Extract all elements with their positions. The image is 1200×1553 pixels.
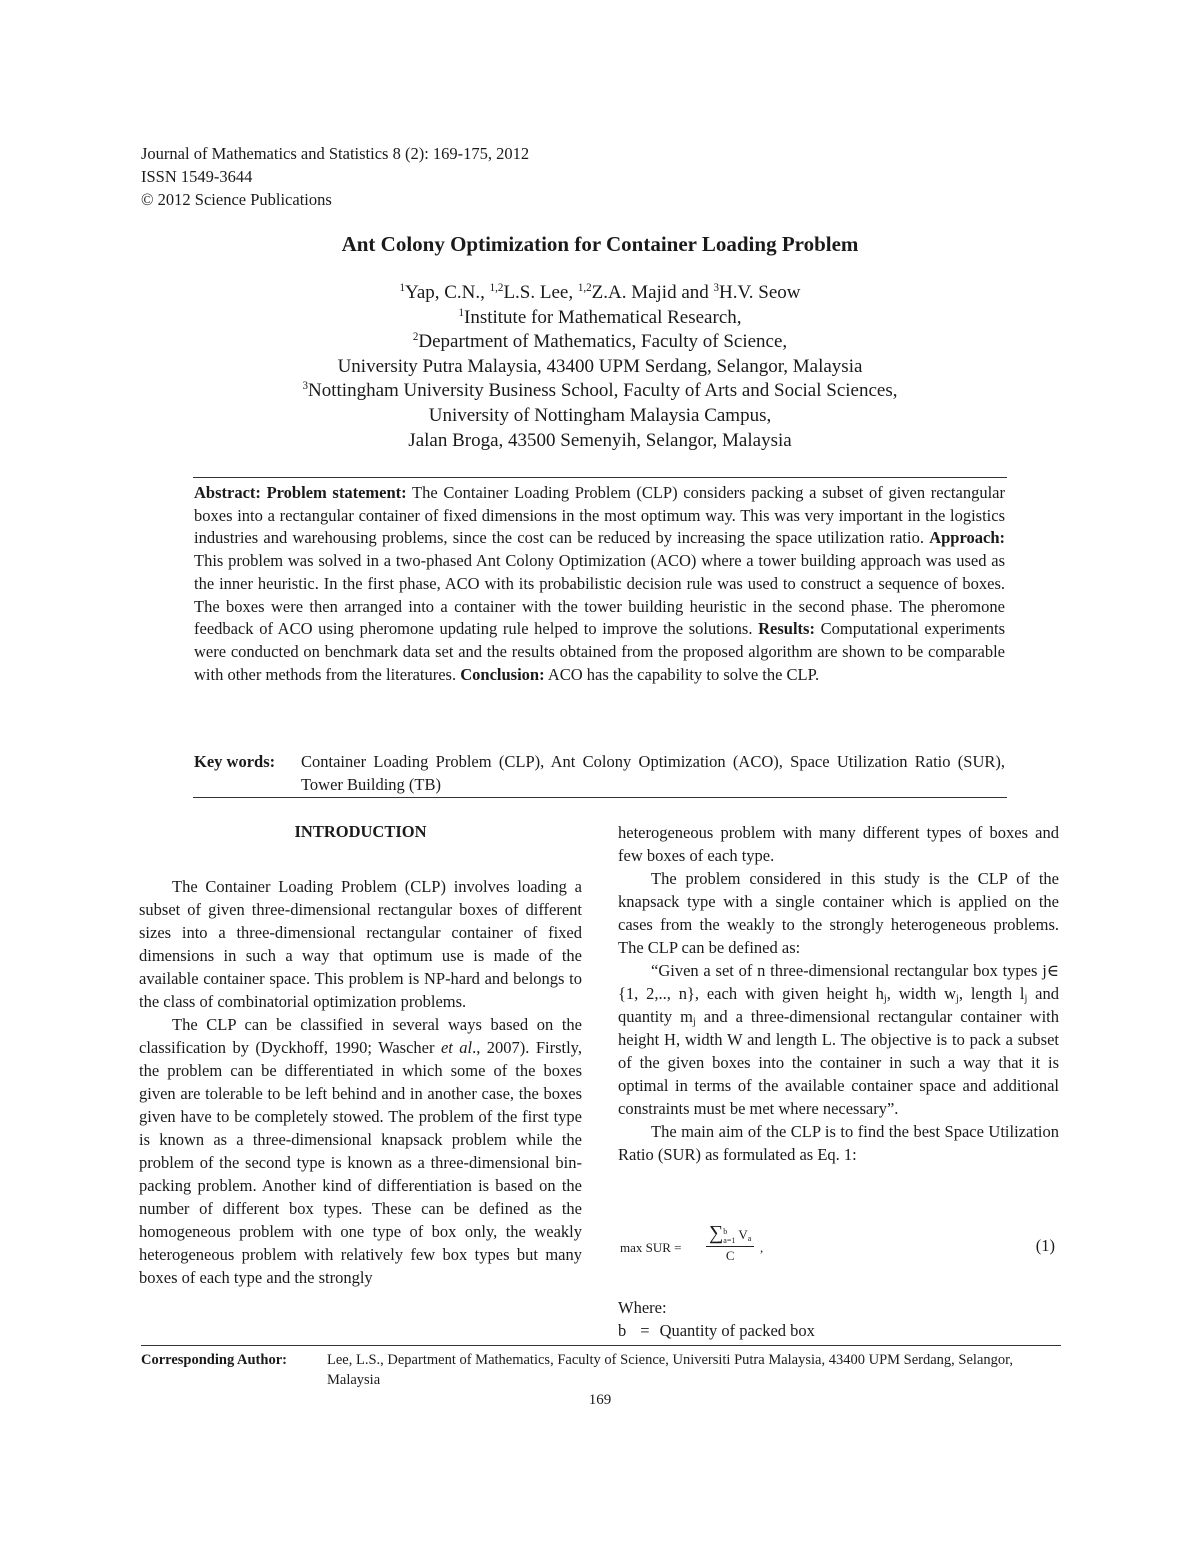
affiliation-text: Institute for Mathematical Research,	[464, 306, 742, 328]
equation-numerator	[706, 1222, 754, 1247]
clp-definition	[618, 959, 1059, 1120]
equation-lhs: max SUR =	[620, 1240, 682, 1255]
where-block	[618, 1296, 815, 1342]
conclusion-text: ACO has the capability to solve the CLP.	[547, 664, 820, 684]
subscript: j	[956, 993, 959, 1005]
affiliation-sup: 2	[412, 331, 419, 344]
author-name: Yap, C.N.,	[405, 282, 490, 303]
intro-paragraph-4: The main aim of the CLP is to find the best Space Utilization Ratio (SUR) as formulated as Eq. 1:	[618, 1122, 1059, 1164]
author-block	[0, 281, 1200, 453]
affiliation-3-campus: University of Nottingham Malaysia Campus,	[428, 404, 772, 426]
subscript: j	[883, 993, 887, 1005]
keywords-label: Key words:	[194, 752, 276, 771]
author-name: Z.A. Majid and	[591, 282, 714, 303]
italic-run: et al	[440, 1038, 473, 1057]
equation-comma: ,	[760, 1240, 764, 1255]
sum-upper: b	[723, 1227, 728, 1237]
author-name: L.S. Lee,	[503, 282, 578, 303]
abstract-label: Abstract:	[194, 483, 261, 502]
paper-title: Ant Colony Optimization for Container Loading Problem	[341, 232, 859, 256]
keywords-bottom-rule	[193, 797, 1007, 798]
subscript: j	[1024, 993, 1028, 1005]
keywords-text: Container Loading Problem (CLP), Ant Colony Optimization (ACO), Space Utilization Ratio (SUR), Tower Building (TB)	[301, 752, 1005, 794]
affiliation-text: Department of Mathematics, Faculty of Science,	[418, 331, 788, 353]
affiliation-2	[0, 330, 1200, 355]
copyright: © 2012 Science Publications	[141, 190, 332, 209]
journal-header	[141, 142, 529, 211]
results-text: Computational experiments were conducted on benchmark data set and the results obtained from the proposed algorithm are shown to be comparable with other methods from the literatures.	[194, 619, 1006, 684]
abstract	[194, 482, 1005, 686]
affiliation-text: Nottingham University Business School, Faculty of Arts and Social Sciences,	[308, 380, 898, 402]
where-label: Where:	[618, 1298, 667, 1317]
equation-1	[620, 1220, 1060, 1270]
equation-variable: V	[738, 1227, 748, 1242]
author-sup: 3	[713, 282, 720, 295]
keywords	[194, 751, 1005, 796]
sum-limits	[723, 1227, 735, 1245]
subscript: j	[692, 1016, 696, 1028]
left-column	[139, 875, 582, 1289]
equation-denominator: C	[725, 1248, 735, 1264]
corresponding-author-text: Lee, L.S., Department of Mathematics, Faculty of Science, Universiti Putra Malaysia, 43400 UPM Serdang, Selangor, Malaysia	[327, 1352, 1014, 1388]
journal-citation: Journal of Mathematics and Statistics 8 (2): 169-175, 2012	[141, 144, 530, 163]
corresponding-author	[141, 1350, 1061, 1390]
issn: ISSN 1549-3644	[141, 167, 253, 186]
text-run: , length l	[958, 984, 1025, 1003]
intro-paragraph-1: The Container Loading Problem (CLP) involves loading a subset of given three-dimensional rectangular boxes of different sizes into a three-dimensional rectangular container of fixed dimensions in such a way that optimum use is made of the available container space. This problem is NP-hard and belongs to the class of combinatorial optimization problems.	[139, 877, 582, 1011]
sum-lower: a=1	[723, 1236, 736, 1246]
approach-text: This problem was solved in a two-phased Ant Colony Optimization (ACO) where a tower building approach was used as the inner heuristic. In the first phase, ACO with its probabilistic decision rule was used to construct a sequence of boxes. The boxes were then arranged into a container with the tower building heuristic in the second phase. The pheromone feedback of ACO using pheromone updating rule helped to improve the solutions.	[194, 551, 1005, 639]
problem-statement-label: Problem statement:	[266, 483, 407, 502]
intro-paragraph-2-continued: heterogeneous problem with many different types of boxes and few boxes of each type.	[618, 823, 1059, 865]
affiliation-2-address: University Putra Malaysia, 43400 UPM Serdang, Selangor, Malaysia	[337, 355, 863, 377]
right-column	[618, 821, 1059, 1166]
approach-label: Approach:	[929, 528, 1005, 548]
affiliation-3	[0, 379, 1200, 404]
footer-rule	[141, 1345, 1061, 1346]
intro-paragraph-3: The problem considered in this study is the CLP of the knapsack type with a single container which is applied on the cases from the weakly to the strongly heterogeneous problems. The CLP can be defined as:	[618, 869, 1059, 957]
equation-fraction	[706, 1222, 754, 1264]
text-run: and quantity m	[618, 984, 1060, 1026]
conclusion-label: Conclusion:	[460, 664, 545, 684]
page-number: 169	[588, 1392, 612, 1408]
problem-statement-text: The Container Loading Problem (CLP) considers packing a subset of given rectangular boxes into a rectangular container of fixed dimensions in the most optimum way. This was very important in the logistics industries and warehousing problems, since the cost can be reduced by increasing the space utilization ratio.	[194, 483, 1005, 548]
author-list	[0, 281, 1200, 306]
affiliation-sup: 3	[302, 380, 309, 393]
affiliation-sup: 1	[458, 306, 464, 319]
definition-text: Quantity of packed box	[659, 1321, 815, 1340]
equation-variable-sub: a	[747, 1234, 752, 1243]
definition-symbol: b	[618, 1321, 627, 1340]
affiliation-3-address: Jalan Broga, 43500 Semenyih, Selangor, Malaysia	[408, 429, 792, 451]
results-label: Results:	[758, 619, 815, 639]
definition-equals: =	[640, 1321, 650, 1340]
text-run: ., 2007). Firstly, the problem can be differentiated in which some of the boxes given are tolerable to be left behind and in another case, the boxes given have to be completely stowed. The problem of the first type is known as a three-dimensional knapsack problem while the problem of the second type is known as a three-dimensional bin-packing problem. Another kind of differentiation is based on the number of different box types. These can be defined as the homogeneous problem with one type of box only, the weakly heterogeneous problem with relatively few box types but many boxes of each type and the strongly	[139, 1038, 582, 1287]
author-name: H.V. Seow	[719, 282, 801, 303]
corresponding-author-label: Corresponding Author:	[141, 1352, 287, 1368]
text-run: and a three-dimensional rectangular container with height H, width W and length L. The objective is to pack a subset of the given boxes into the container in such a way that it is optimal in terms of the available container space and additional constraints must be met where necessary”.	[618, 1007, 1059, 1118]
abstract-top-rule	[193, 477, 1007, 478]
author-sup: 1,2	[577, 282, 592, 295]
definition-b	[618, 1319, 815, 1342]
equation-number: (1)	[1035, 1236, 1055, 1255]
affiliation-1	[0, 306, 1200, 331]
author-sup: 1	[399, 282, 405, 295]
section-heading-introduction: INTRODUCTION	[294, 822, 427, 841]
sum-symbol: ∑	[709, 1222, 724, 1244]
text-run: The CLP can be classified in several ways based on the classification by (Dyckhoff, 1990; Wascher	[139, 1015, 582, 1057]
text-run: “Given a set of n three-dimensional rectangular box types j∈ {1, 2,.., n}, each with given height h	[618, 961, 1059, 1003]
intro-paragraph-2	[139, 1013, 582, 1289]
author-sup: 1,2	[489, 282, 504, 295]
text-run: , width w	[886, 984, 957, 1003]
